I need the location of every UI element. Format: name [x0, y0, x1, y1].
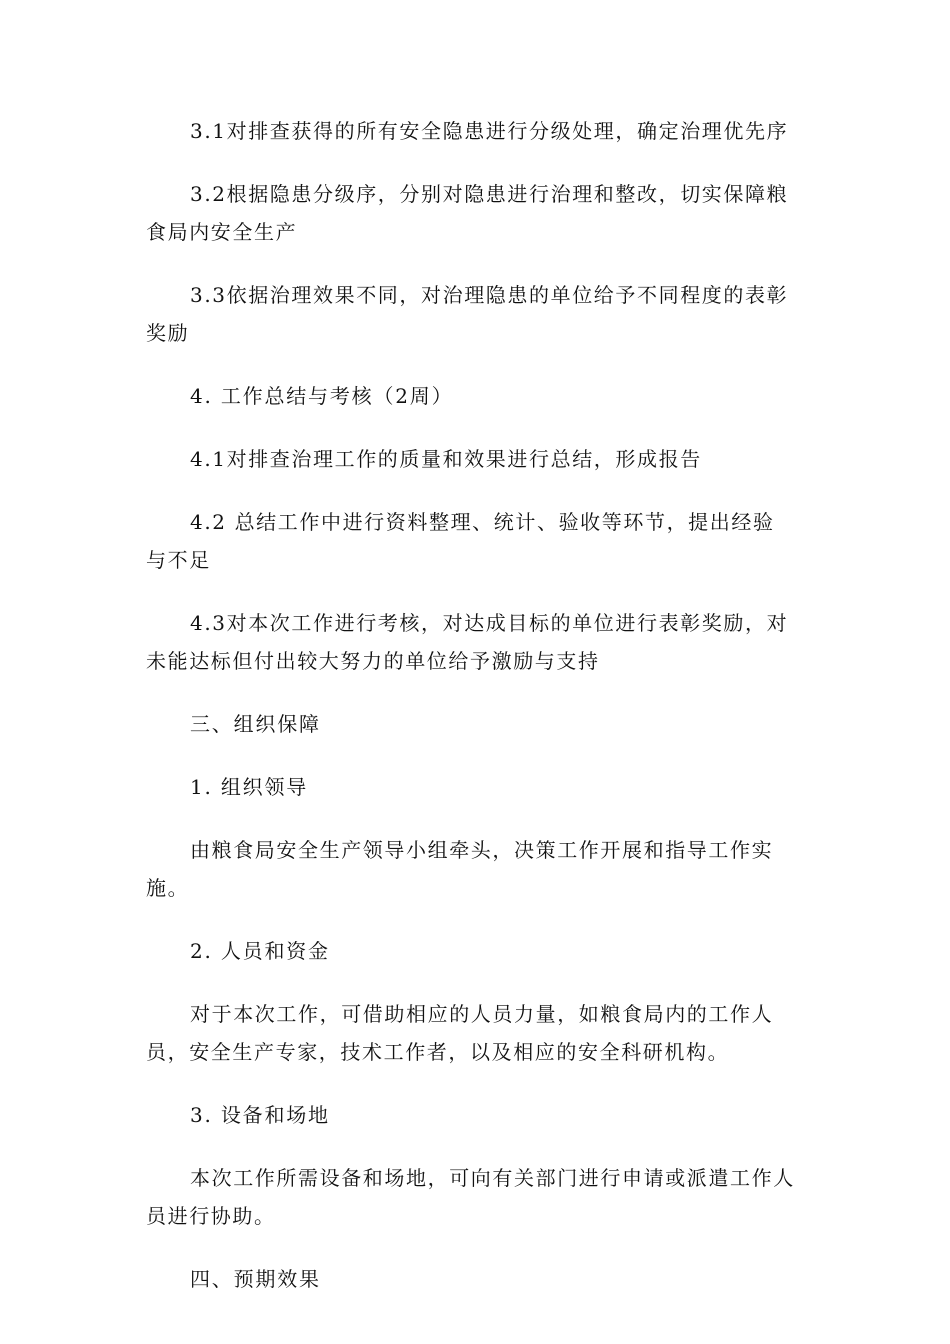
paragraph-3-1: 3.1对排查获得的所有安全隐患进行分级处理，确定治理优先序 [190, 119, 789, 143]
subheading-personnel-funding: 2. 人员和资金 [190, 939, 330, 963]
paragraph-4-1: 4.1对排查治理工作的质量和效果进行总结，形成报告 [190, 447, 702, 471]
subheading-leadership: 1. 组织领导 [190, 775, 309, 799]
paragraph-4-3: 4.3对本次工作进行考核，对达成目标的单位进行表彰奖励，对未能达标但付出较大努力的单位给予激励与支持 [146, 611, 789, 673]
paragraph-personnel-funding: 对于本次工作，可借助相应的人员力量，如粮食局内的工作人员，安全生产专家，技术工作者，以及相应的安全科研机构。 [146, 1002, 774, 1064]
section-heading-expected-results: 四、预期效果 [190, 1267, 321, 1291]
paragraph-3-3: 3.3依据治理效果不同，对治理隐患的单位给予不同程度的表彰奖励 [146, 283, 789, 345]
paragraph-3-2: 3.2根据隐患分级序，分别对隐患进行治理和整改，切实保障粮食局内安全生产 [146, 182, 789, 244]
paragraph-leadership: 由粮食局安全生产领导小组牵头，决策工作开展和指导工作实施。 [146, 838, 774, 900]
section-heading-4: 4. 工作总结与考核（2周） [190, 384, 454, 408]
document-body [146, 112, 796, 1323]
paragraph-4-2: 4.2 总结工作中进行资料整理、统计、验收等环节，提出经验与不足 [146, 510, 775, 572]
paragraph-equipment-site: 本次工作所需设备和场地，可向有关部门进行申请或派遣工作人员进行协助。 [146, 1166, 795, 1228]
section-heading-organization: 三、组织保障 [190, 712, 321, 736]
subheading-equipment-site: 3. 设备和场地 [190, 1103, 330, 1127]
